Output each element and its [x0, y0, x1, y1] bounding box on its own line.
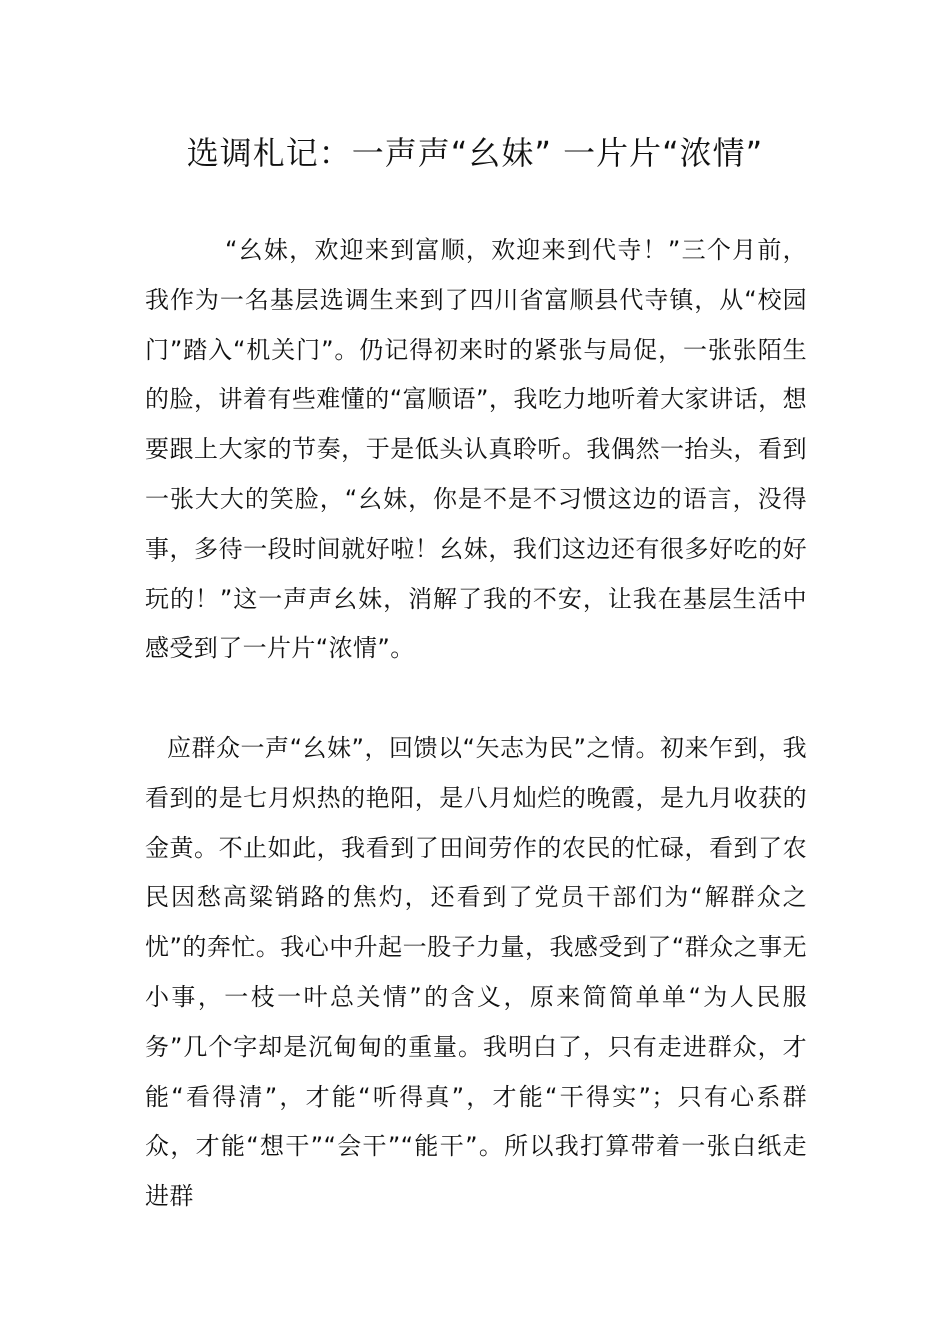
document-title: 选调札记：一声声“幺妹” 一片片“浓情”	[186, 134, 764, 172]
paragraph-1: “幺妹，欢迎来到富顺，欢迎来到代寺！”三个月前，我作为一名基层选调生来到了四川省富顺县代寺镇，从“校园门”踏入“机关门”。仍记得初来时的紧张与局促，一张张陌生的脸，讲着有些难懂的“富顺语”，我吃力地听着大家讲话，想要跟上大家的节奏，于是低头认真聆听。我偶然一抬头，看到一张大大的笑脸，“幺妹，你是不是不习惯这边的语言，没得事，多待一段时间就好啦！幺妹，我们这边还有很多好吃的好玩的！”这一声声幺妹，消解了我的不安，让我在基层生活中感受到了一片片“浓情”。	[145, 236, 807, 663]
paragraph-2: 应群众一声“幺妹”，回馈以“矢志为民”之情。初来乍到，我看到的是七月炽热的艳阳，是八月灿烂的晚霞，是九月收获的金黄。不止如此，我看到了田间劳作的农民的忙碌，看到了农民因愁高粱销路的焦灼，还看到了党员干部们为“解群众之忧”的奔忙。我心中升起一股子力量，我感受到了“群众之事无小事，一枝一叶总关情”的含义，原来简简单单“为人民服务”几个字却是沉甸甸的重量。我明白了，只有走进群众，才能“看得清”，才能“听得真”，才能“干得实”；只有心系群众，才能“想干”“会干”“能干”。所以我打算带着一张白纸走进群	[145, 734, 807, 1211]
